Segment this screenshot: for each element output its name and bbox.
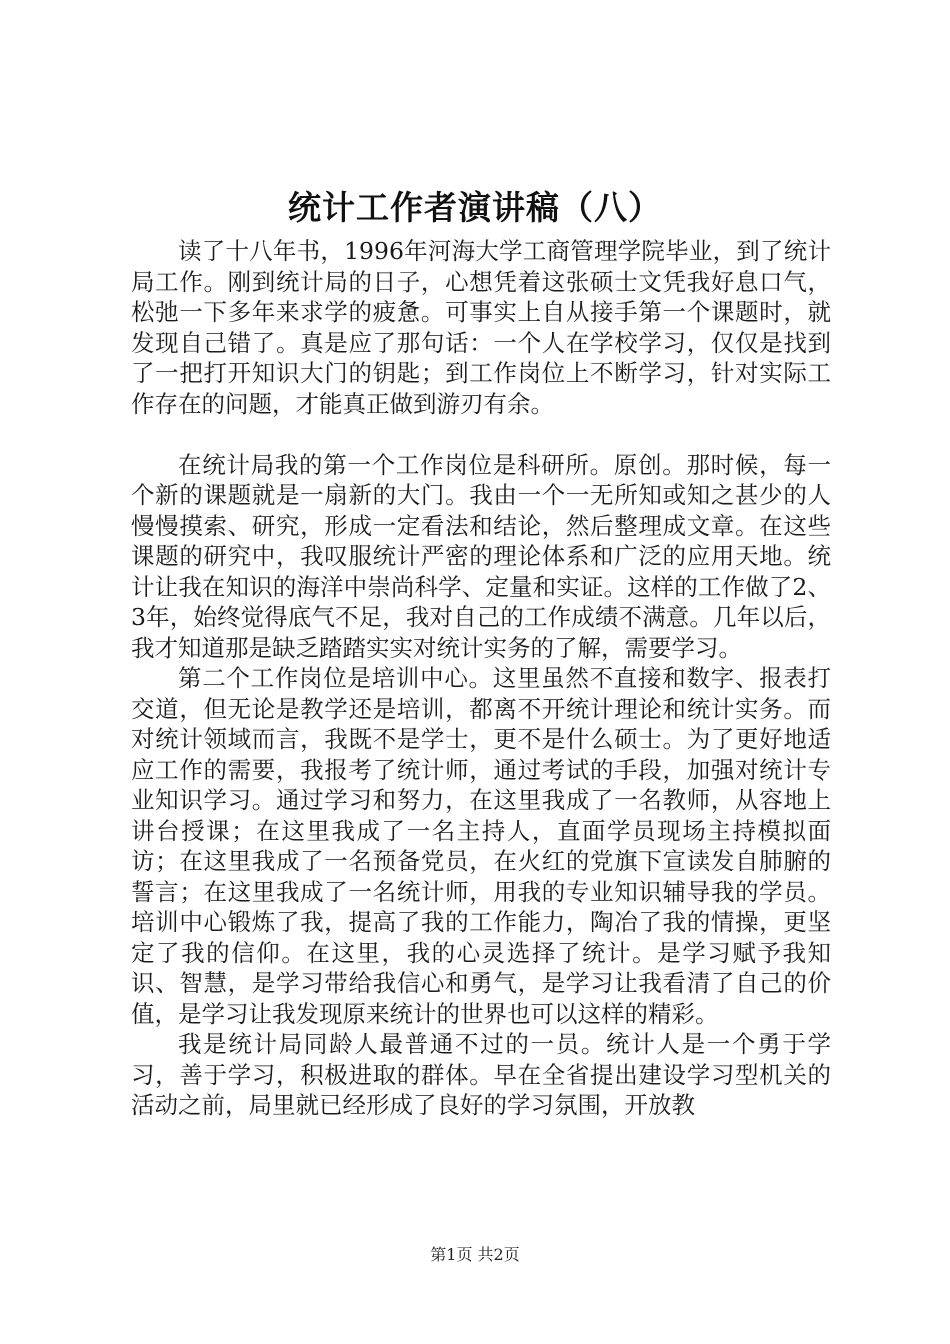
page-footer: 第1页 共2页 [430, 1245, 520, 1264]
paragraph: 第二个工作岗位是培训中心。这里虽然不直接和数字、报表打交道，但无论是教学还是培训，都离不开统计理论和统计实务。而对统计领域而言，我既不是学士，更不是什么硕士。为了更好地适应工作的需要，我报考了统计师，通过考试的手段，加强对统计专业知识学习。通过学习和努力，在这里我成了一名教师，从容地上讲台授课；在这里我成了一名主持人，直面学员现场主持模拟面访；在这里我成了一名预备党员，在火红的党旗下宣读发自肺腑的誓言；在这里我成了一名统计师，用我的专业知识辅导我的学员。培训中心锻炼了我，提高了我的工作能力，陶冶了我的情操，更坚定了我的信仰。在这里，我的心灵选择了统计。是学习赋予我知识、智慧，是学习带给我信心和勇气，是学习让我看清了自己的价值，是学习让我发现原来统计的世界也可以这样的精彩。 [131, 664, 831, 1028]
document-body [131, 236, 831, 1121]
document-title: 统计工作者演讲稿（八） [288, 188, 662, 227]
paragraph: 我是统计局同龄人最普通不过的一员。统计人是一个勇于学习，善于学习，积极进取的群体。早在全省提出建设学习型机关的活动之前，局里就已经形成了良好的学习氛围，开放教 [131, 1030, 831, 1119]
paragraph: 在统计局我的第一个工作岗位是科研所。原创。那时候，每一个新的课题就是一扇新的大门。我由一个一无所知或知之甚少的人慢慢摸索、研究，形成一定看法和结论，然后整理成文章。在这些课题的研究中，我叹服统计严密的理论体系和广泛的应用天地。统计让我在知识的海洋中崇尚科学、定量和实证。这样的工作做了2、3年，始终觉得底气不足，我对自己的工作成绩不满意。几年以后，我才知道那是缺乏踏踏实实对统计实务的了解，需要学习。 [131, 450, 831, 662]
paragraph: 读了十八年书，1996年河海大学工商管理学院毕业，到了统计局工作。刚到统计局的日子，心想凭着这张硕士文凭我好息口气，松弛一下多年来求学的疲惫。可事实上自从接手第一个课题时，就发现自己错了。真是应了那句话：一个人在学校学习，仅仅是找到了一把打开知识大门的钥匙；到工作岗位上不断学习，针对实际工作存在的问题，才能真正做到游刃有余。 [131, 237, 831, 418]
